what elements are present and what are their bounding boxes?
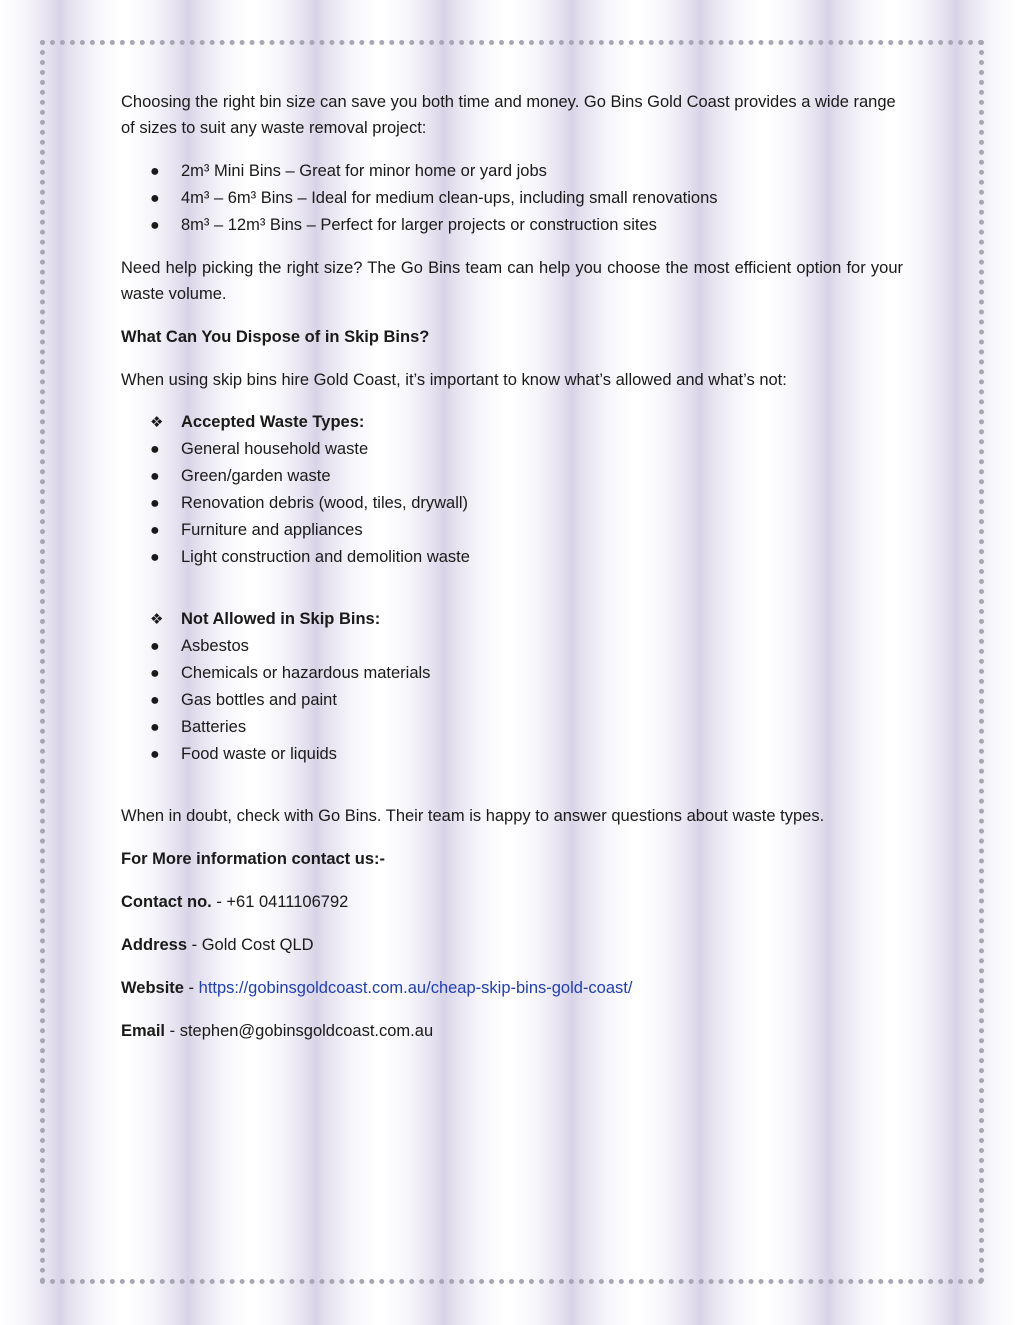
- website-link[interactable]: https://gobinsgoldcoast.com.au/cheap-skip-bins-gold-coast/: [198, 979, 633, 997]
- bullet-icon: ●: [150, 549, 160, 566]
- bullet-icon: ●: [150, 495, 160, 512]
- email-address[interactable]: stephen@gobinsgoldcoast.com.au: [179, 1022, 434, 1040]
- bullet-icon: ●: [150, 441, 160, 458]
- bullet-icon: ●: [150, 468, 160, 485]
- bullet-icon: ●: [150, 522, 160, 539]
- bullet-icon: ●: [150, 746, 160, 763]
- contact-address: Address - Gold Cost QLD: [121, 936, 314, 954]
- list-item: ● Batteries: [121, 714, 903, 741]
- phone-number[interactable]: +61 0411106792: [226, 893, 349, 911]
- contact-heading: For More information contact us:-: [121, 850, 385, 868]
- list-item: ● 4m³ – 6m³ Bins – Ideal for medium clean-ups, including small renovations: [121, 185, 903, 212]
- bullet-icon: ●: [150, 163, 160, 180]
- diamond-bullet-icon: ❖: [150, 611, 164, 628]
- closing-paragraph: When in doubt, check with Go Bins. Their team is happy to answer questions about waste types.: [121, 807, 825, 825]
- list-title: ❖ Not Allowed in Skip Bins:: [121, 606, 903, 633]
- document-body: [121, 89, 903, 1044]
- address-value: Gold Cost QLD: [201, 936, 314, 954]
- list-item: ● 2m³ Mini Bins – Great for minor home or yard jobs: [121, 158, 903, 185]
- list-item: ● Food waste or liquids: [121, 741, 903, 768]
- bullet-icon: ●: [150, 217, 160, 234]
- bullet-icon: ●: [150, 692, 160, 709]
- list-item: ● Green/garden waste: [121, 463, 903, 490]
- list-item: ● Gas bottles and paint: [121, 687, 903, 714]
- list-item: ● 8m³ – 12m³ Bins – Perfect for larger projects or construction sites: [121, 212, 903, 239]
- diamond-bullet-icon: ❖: [150, 414, 164, 431]
- bin-sizes-list: [121, 158, 903, 239]
- contact-website: Website - https://gobinsgoldcoast.com.au/cheap-skip-bins-gold-coast/: [121, 979, 633, 997]
- bullet-icon: ●: [150, 665, 160, 682]
- intro-paragraph: Choosing the right bin size can save you both time and money. Go Bins Gold Coast provides a wide range of sizes to suit any waste removal project:: [121, 93, 896, 137]
- not-allowed-list: [121, 606, 903, 768]
- help-paragraph: Need help picking the right size? The Go Bins team can help you choose the most efficient option for your waste volume.: [121, 259, 903, 303]
- list-title: ❖ Accepted Waste Types:: [121, 409, 903, 436]
- bullet-icon: ●: [150, 190, 160, 207]
- list-item: ● Furniture and appliances: [121, 517, 903, 544]
- list-item: ● General household waste: [121, 436, 903, 463]
- dispose-heading: What Can You Dispose of in Skip Bins?: [121, 328, 430, 346]
- list-item: ● Chemicals or hazardous materials: [121, 660, 903, 687]
- list-item: ● Light construction and demolition waste: [121, 544, 903, 571]
- contact-email: Email - stephen@gobinsgoldcoast.com.au: [121, 1022, 434, 1040]
- dispose-intro: When using skip bins hire Gold Coast, it’s important to know what’s allowed and what’s not:: [121, 371, 787, 389]
- bullet-icon: ●: [150, 719, 160, 736]
- list-item: ● Renovation debris (wood, tiles, drywall): [121, 490, 903, 517]
- contact-phone: Contact no. - +61 0411106792: [121, 893, 349, 911]
- accepted-waste-list: [121, 409, 903, 571]
- list-item: ● Asbestos: [121, 633, 903, 660]
- bullet-icon: ●: [150, 638, 160, 655]
